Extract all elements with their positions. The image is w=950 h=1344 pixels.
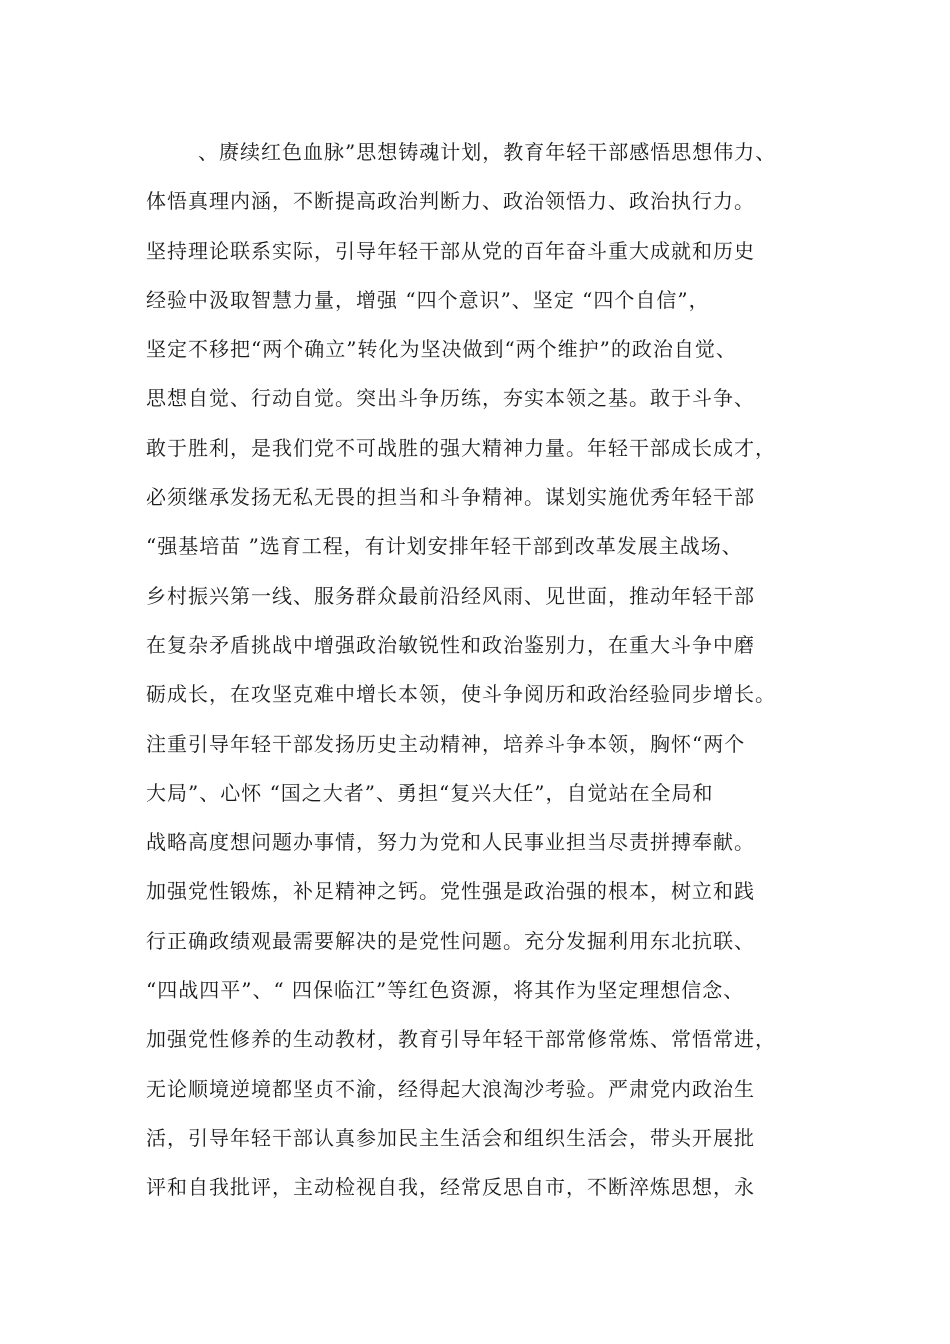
text-line: 必须继承发扬无私无畏的担当和斗争精神。谋划实施优秀年轻干部: [146, 485, 755, 510]
text-line: 加强党性锻炼，补足精神之钙。党性强是政治强的根本，树立和践: [146, 879, 755, 904]
text-line: 乡村振兴第一线、服务群众最前沿经风雨、见世面，推动年轻干部: [146, 583, 755, 608]
text-line: 砺成长，在攻坚克难中增长本领，使斗争阅历和政治经验同步增长。: [146, 682, 776, 707]
text-line: 评和自我批评，主动检视自我，经常反思自市，不断淬炼思想，永: [146, 1175, 755, 1200]
text-line: 加强党性修养的生动教材，教育引导年轻干部常修常炼、常悟常进，: [146, 1027, 776, 1052]
text-line: 、赓续红色血脉”思想铸魂计划，教育年轻干部感悟思想伟力、: [198, 140, 777, 164]
text-line: 在复杂矛盾挑战中增强政治敏锐性和政治鉴别力，在重大斗争中磨: [146, 632, 755, 657]
text-line: 行正确政绩观最需要解决的是党性问题。充分发掘利用东北抗联、: [146, 928, 755, 953]
text-line: 坚持理论联系实际，引导年轻干部从党的百年奋斗重大成就和历史: [146, 238, 755, 263]
text-line: 活，引导年轻干部认真参加民主生活会和组织生活会，带头开展批: [146, 1125, 755, 1150]
text-line: 思想自觉、行动自觉。突出斗争历练，夯实本领之基。敢于斗争、: [146, 386, 755, 411]
text-line: 注重引导年轻干部发扬历史主动精神，培养斗争本领，胸怀“两个: [146, 731, 746, 756]
text-line: 无论顺境逆境都坚贞不渝，经得起大浪淘沙考验。严肃党内政治生: [146, 1076, 755, 1101]
text-line: 大局”、心怀 “国之大者”、勇担“复兴大任”，自觉站在全局和: [146, 780, 714, 805]
text-line: “四战四平”、“ 四保临江”等红色资源，将其作为坚定理想信念、: [146, 978, 745, 1003]
text-line: 坚定不移把“两个确立”转化为坚决做到“两个维护”的政治自觉、: [146, 337, 737, 362]
body-text: [146, 128, 836, 1213]
text-line: 敢于胜利，是我们党不可战胜的强大精神力量。年轻干部成长成才，: [146, 435, 776, 460]
text-line: 体悟真理内涵，不断提高政治判断力、政治领悟力、政治执行力。: [146, 189, 755, 214]
text-line: 经验中汲取智慧力量，增强 “四个意识”、坚定 “四个自信”，: [146, 287, 710, 312]
text-line: 战略高度想问题办事情，努力为党和人民事业担当尽责拼搏奉献。: [146, 830, 755, 855]
text-line: “强基培苗 ”选育工程，有计划安排年轻干部到改革发展主战场、: [146, 534, 743, 559]
